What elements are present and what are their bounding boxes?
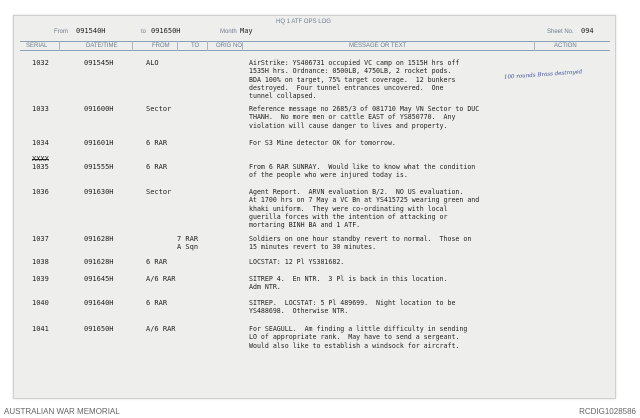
row-datetime: 091545H	[84, 59, 114, 67]
row-datetime: 091630H	[84, 188, 114, 196]
col-header-datetime: DATE/TIME	[86, 43, 118, 49]
row-datetime: 091600H	[84, 105, 114, 113]
row-serial: 1038	[32, 258, 49, 266]
month-value: May	[240, 27, 253, 35]
row-datetime: 091601H	[84, 139, 114, 147]
sheet-label: Sheet No.	[547, 29, 574, 35]
row-serial: 1032	[32, 59, 49, 67]
row-serial: 1041	[32, 325, 49, 333]
header-bottom-rule	[20, 50, 610, 51]
row-serial: 1039	[32, 275, 49, 283]
row-message: AirStrike: YS406731 occupied VC camp on 1515H hrs off 1535H hrs. Ordnance: 0500LB, 4750LB, 2 rocket pods. BDA 100% on target, 75% target coverage. 12 bunkers destroyed. Four tunnel entrances uncovered. One tunnel collapsed.	[249, 59, 460, 101]
col-header-serial: SERIAL	[26, 43, 48, 49]
handwritten-note: 100 rounds Brass destroyed	[503, 69, 583, 81]
sheet-value: 094	[581, 27, 594, 35]
footer-id: RCDIG1028586	[579, 407, 636, 416]
row-from: 6 RAR	[146, 139, 168, 147]
row-from: ALO	[146, 59, 159, 67]
row-message: Agent Report. ARVN evaluation B/2. NO US evaluation. At 1700 hrs on 7 May a VC Bn at YS415725 wearing green and khaki uniform. They were co-ordinating with local guerilla forces with the intention of attacking or mortaring BINH BA and 1 ATF.	[249, 188, 480, 230]
from-value: 091540H	[76, 27, 106, 35]
row-message: For S3 Mine detector OK for tomorrow.	[249, 139, 396, 147]
row-message: SITREP. LOCSTAT: 5 Pl 489699. Night location to be YS488698. Otherwise NTR.	[249, 299, 456, 316]
row-serial: 1040	[32, 299, 49, 307]
row-serial: 1037	[32, 235, 49, 243]
to-label: to	[141, 29, 147, 35]
row-datetime: 091555H	[84, 163, 114, 171]
row-serial: 1034	[32, 139, 49, 147]
row-datetime: 091650H	[84, 325, 114, 333]
col-header-orig-no: ORIG NO	[216, 43, 243, 49]
row-message: LOCSTAT: 12 Pl YS381682.	[249, 258, 345, 266]
row-datetime: 091640H	[84, 299, 114, 307]
log-sheet	[13, 15, 616, 399]
row-to: 7 RAR A Sqn	[177, 235, 199, 252]
row-message: From 6 RAR SUNRAY. Would like to know what the condition of the people who were injured today is.	[249, 163, 476, 180]
month-label: Month	[220, 29, 237, 35]
row-from: 6 RAR	[146, 299, 168, 307]
row-from: 6 RAR	[146, 258, 168, 266]
to-value: 091650H	[151, 27, 181, 35]
col-rule	[534, 41, 535, 51]
col-header-to: TO	[191, 43, 200, 49]
form-title: HQ 1 ATF OPS LOG	[276, 19, 331, 25]
struck-serial: XXXX	[32, 155, 49, 163]
header-top-rule	[20, 41, 610, 42]
row-from: A/6 RAR	[146, 275, 176, 283]
row-message: SITREP 4. En NTR. 3 Pl is back in this location. Adm NTR.	[249, 275, 448, 292]
row-datetime: 091628H	[84, 235, 114, 243]
col-rule	[207, 41, 208, 51]
row-serial: 1033	[32, 105, 49, 113]
col-rule	[59, 41, 60, 51]
row-from: A/6 RAR	[146, 325, 176, 333]
col-header-from: FROM	[152, 43, 170, 49]
row-from: 6 RAR	[146, 163, 168, 171]
row-message: For SEAGULL. Am finding a little difficulty in sending LO of appropriate rank. May have to send a sergeant. Would also like to establish a windsock for aircraft.	[249, 325, 468, 350]
col-header-message: MESSAGE OR TEXT	[349, 43, 407, 49]
row-message: Soldiers on one hour standby revert to normal. Those on 15 minutes revert to 30 minutes.	[249, 235, 472, 252]
row-serial: 1035	[32, 163, 49, 171]
row-from: Sector	[146, 105, 172, 113]
from-label: From	[54, 29, 68, 35]
row-serial: 1036	[32, 188, 49, 196]
col-rule	[242, 41, 243, 51]
row-datetime: 091645H	[84, 275, 114, 283]
footer-credit: AUSTRALIAN WAR MEMORIAL	[4, 407, 120, 416]
row-message: Reference message no 2685/3 of 081710 May VN Sector to DUC THANH. No more men or cattle EAST of YS850770. Any violation will cause danger to lives and property.	[249, 105, 480, 130]
row-datetime: 091628H	[84, 258, 114, 266]
col-rule	[177, 41, 178, 51]
row-from: Sector	[146, 188, 172, 196]
col-rule	[132, 41, 133, 51]
col-header-action: ACTION	[554, 43, 577, 49]
